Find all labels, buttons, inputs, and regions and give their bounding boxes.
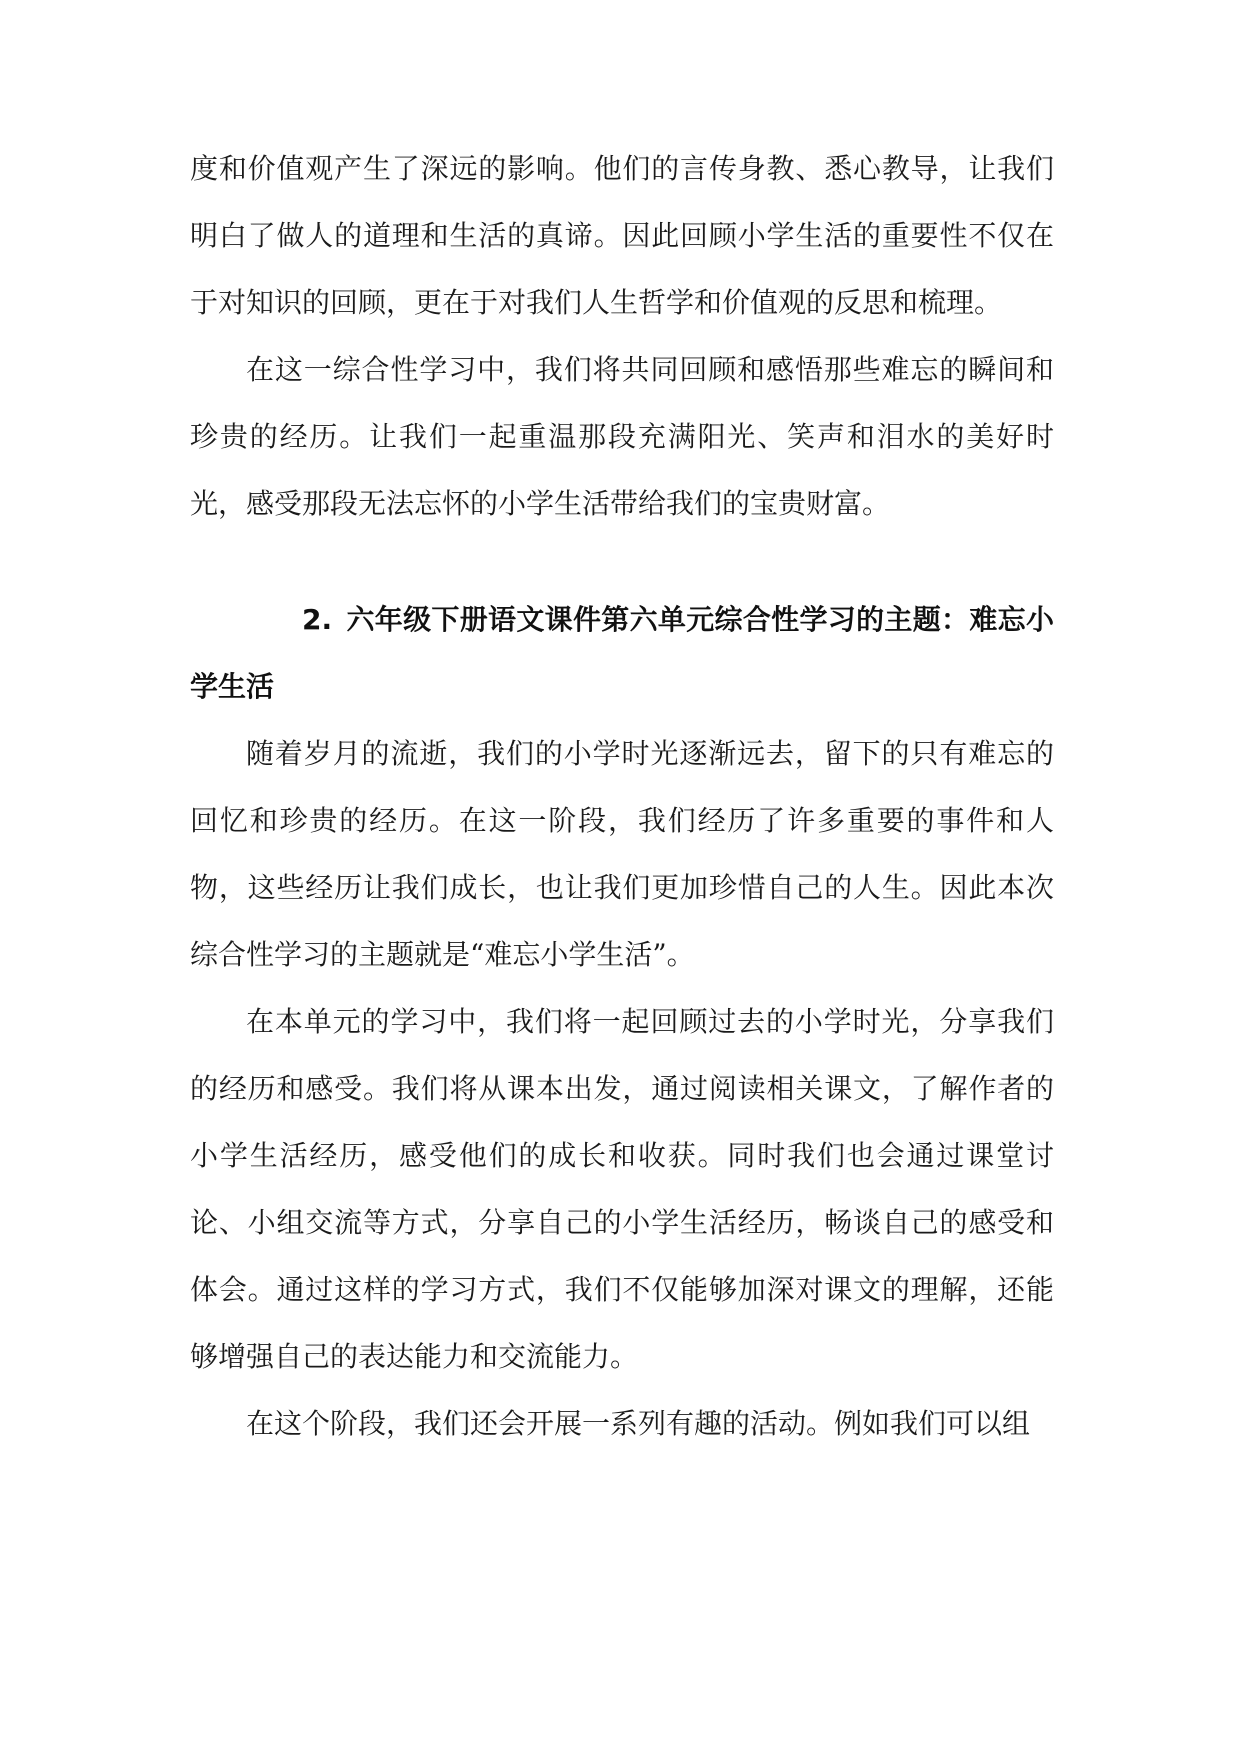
section-heading <box>190 586 1054 720</box>
section-heading-text: 六年级下册语文课件第六单元综合性学习的主题：难忘小学生活 <box>190 603 1054 703</box>
document-body <box>190 135 1054 1457</box>
paragraph: 在本单元的学习中，我们将一起回顾过去的小学时光，分享我们的经历和感受。我们将从课本出发，通过阅读相关课文，了解作者的小学生活经历，感受他们的成长和收获。同时我们也会通过课堂讨论、小组交流等方式，分享自己的小学生活经历，畅谈自己的感受和体会。通过这样的学习方式，我们不仅能够加深对课文的理解，还能够增强自己的表达能力和交流能力。 <box>190 1005 1054 1373</box>
paragraph: 在这一综合性学习中，我们将共同回顾和感悟那些难忘的瞬间和珍贵的经历。让我们一起重温那段充满阳光、笑声和泪水的美好时光，感受那段无法忘怀的小学生活带给我们的宝贵财富。 <box>190 353 1054 520</box>
paragraph-continued: 度和价值观产生了深远的影响。他们的言传身教、悉心教导，让我们明白了做人的道理和生活的真谛。因此回顾小学生活的重要性不仅在于对知识的回顾，更在于对我们人生哲学和价值观的反思和梳理。 <box>190 152 1054 319</box>
paragraph: 随着岁月的流逝，我们的小学时光逐渐远去，留下的只有难忘的回忆和珍贵的经历。在这一阶段，我们经历了许多重要的事件和人物，这些经历让我们成长，也让我们更加珍惜自己的人生。因此本次综合性学习的主题就是“难忘小学生活”。 <box>190 737 1054 971</box>
section-number: 2. <box>302 603 333 636</box>
paragraph: 在这个阶段，我们还会开展一系列有趣的活动。例如我们可以组 <box>246 1407 1031 1440</box>
